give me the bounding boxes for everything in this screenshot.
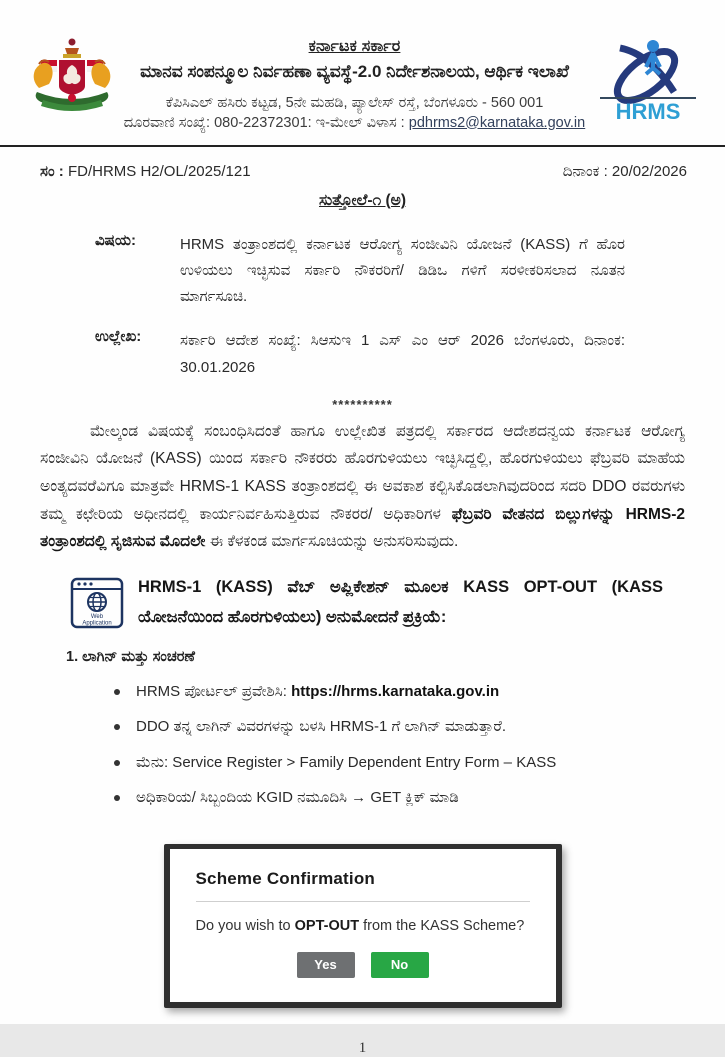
contact-prefix: ದೂರವಾಣಿ ಸಂಖ್ಯೆ: 080-22372301: ಇ-ಮೇಲ್ ವಿಳಾಸ : [123, 114, 409, 131]
hrms-logo [589, 36, 707, 128]
no-button[interactable]: No [371, 952, 429, 978]
government-title: ಕರ್ನಾಟಕ ಸರ್ಕಾರ [308, 38, 401, 55]
dialog-question [196, 918, 530, 934]
question-start: Do you wish to [195, 917, 295, 934]
yes-button[interactable]: Yes [297, 952, 355, 978]
scheme-confirmation-dialog [170, 849, 556, 1002]
section-heading-block [70, 572, 663, 635]
body-paragraph-end: ಈ ಕೆಳಕಂಡ ಮಾರ್ಗಸೂಚಿಯನ್ನು ಅನುಸರಿಸುವುದು. [205, 533, 459, 551]
subject-label: ವಿಷಯ: [95, 231, 136, 249]
subject-block [95, 232, 625, 311]
bullet-text: HRMS ಪೋರ್ಟಲ್ ಪ್ರವೇಶಿಸಿ: [136, 682, 292, 700]
hrms-logo-svg [596, 36, 700, 128]
body-paragraph-bold: ಫೆಬ್ರವರಿ ವೇತನದ ಬಿಲ್ಲುಗಳನ್ನು HRMS-2 ತಂತ್ರಾಂಶದಲ್ಲಿ ಸೃಜಿಸುವ ಮೊದಲೇ [40, 505, 685, 551]
reference-block [95, 328, 625, 381]
page-number: 1 [358, 1039, 367, 1056]
body-paragraph [40, 418, 685, 556]
web-application-icon [70, 576, 124, 635]
bullet-text: ಅಧಿಕಾರಿಯ/ ಸಿಬ್ಬಂದಿಯ KGID ನಮೂದಿಸಿ → GET ಕ್ಲಿಕ್ ಮಾಡಿ [136, 789, 459, 807]
reference-number [40, 163, 251, 180]
reference-value: FD/HRMS H2/OL/2025/121 [67, 162, 251, 180]
body-paragraph-start: ಮೇಲ್ಕಂಡ ವಿಷಯಕ್ಕೆ ಸಂಬಂಧಿಸಿದಂತೆ ಹಾಗೂ ಉಲ್ಲೇಖಿತ ಪತ್ರದಲ್ಲಿ ಸರ್ಕಾರದ ಆದೇಶದನ್ವಯ ಕರ್ನಾಟಕ ಆರೋಗ್ಯ ಸಂಜೀವಿನಿ ಯೋಜನೆ (KASS) ಯಿಂದ ಸರ್ಕಾರಿ ನೌಕರರು ಹೊರಗುಳಿಯಲು ಇಚ್ಛಿಸಿದ್ದಲ್ಲಿ, ಹೊರಗುಳಿಯಲು ಫೆಬ್ರವರಿ ಮಾಹೆಯ ಅಂತ್ಯದವರೆವಿಗೂ ಮಾತ್ರವೇ HRMS-1 KASS ತಂತ್ರಾಂಶದಲ್ಲಿ ಈ ಅವಕಾಶ ಕಲ್ಪಿಸಿಕೊಡಲಾಗಿವುದರಿಂದ ಸದರಿ DDO ರವರುಗಳು ತಮ್ಮ ಕಛೇರಿಯ ಅಧೀನದಲ್ಲಿ ಕಾರ್ಯನಿರ್ವಹಿಸುತ್ತಿರುವ ನೌಕರರ/ ಅಧಿಕಾರಿಗಳ [40, 422, 685, 523]
list-item [112, 681, 665, 704]
bullet-text: ಮೆನು: Service Register > Family Dependent Entry Form – KASS [136, 753, 557, 771]
reference-row [0, 147, 725, 180]
department-title: ಮಾನವ ಸಂಪನ್ಮೂಲ ನಿರ್ವಹಣಾ ವ್ಯವಸ್ಥೆ-2.0 ನಿರ್ದೇಶನಾಲಯ, ಆರ್ಥಿಕ ಇಲಾಖೆ [140, 62, 569, 81]
letterhead [0, 0, 725, 131]
web-icon-label-line1: Web [90, 613, 104, 620]
list-item [112, 716, 665, 739]
bullet-text: DDO ತನ್ನ ಲಾಗಿನ್ ವಿವರಗಳನ್ನು ಬಳಸಿ HRMS-1 ಗೆ ಲಾಗಿನ್ ಮಾಡುತ್ತಾರೆ. [136, 718, 507, 736]
list-item [112, 752, 665, 775]
dialog-title: Scheme Confirmation [195, 868, 375, 888]
portal-url[interactable]: https://hrms.karnataka.gov.in [291, 682, 500, 700]
reference-block-label: ಉಲ್ಲೇಖ: [95, 328, 142, 346]
question-end: from the KASS Scheme? [359, 917, 525, 934]
section-heading: HRMS-1 (KASS) ವೆಬ್ ಅಪ್ಲಿಕೇಶನ್ ಮೂಲಕ KASS OPT-OUT (KASS ಯೋಜನೆಯಿಂದ ಹೊರಗುಳಿಯಲು) ಅನುಮೋದನೆ ಪ್ರಕ್ರಿಯೆ: [138, 577, 663, 627]
hrms-logo-text: HRMS [615, 99, 681, 124]
reference-block-text: ಸರ್ಕಾರಿ ಆದೇಶ ಸಂಖ್ಯೆ: ಸಿಆಸುಇ 1 ಎಸ್ ಎಂ ಆರ್ 2026 ಬೆಂಗಳೂರು, ದಿನಾಂಕ: 30.01.2026 [180, 332, 625, 376]
date-label: ದಿನಾಂಕ : [562, 162, 608, 180]
dialog-divider [196, 901, 530, 902]
karnataka-emblem-icon [24, 36, 120, 118]
document-date [563, 163, 687, 180]
circular-title: ಸುತ್ತೋಲೆ-೧ (ಅ) [318, 191, 406, 209]
separator-stars: ********** [332, 396, 393, 412]
office-address: ಕೆಪಿಸಿಎಲ್ ಹಸಿರು ಕಟ್ಟಡ, 5ನೇ ಮಹಡಿ, ಪ್ಯಾಲೇಸ್ ರಸ್ತೆ, ಬೆಂಗಳೂರು - 560 001 [165, 94, 544, 111]
subject-text: HRMS ತಂತ್ರಾಂಶದಲ್ಲಿ ಕರ್ನಾಟಕ ಆರೋಗ್ಯ ಸಂಜೀವಿನಿ ಯೋಜನೆ (KASS) ಗೆ ಹೊರ ಉಳಿಯಲು ಇಚ್ಛಿಸುವ ಸರ್ಕಾರಿ ನೌಕರರಿಗೆ/ ಡಿಡಿಒ ಗಳಿಗೆ ಸರಳೀಕರಿಸಲಾದ ನೂತನ ಮಾರ್ಗಸೂಚಿ. [180, 235, 625, 306]
karnataka-emblem-svg [29, 36, 115, 118]
web-icon-label-line2: Application [82, 620, 112, 627]
date-value: 20/02/2026 [611, 162, 687, 180]
step-title: 1. ಲಾಗಿನ್ ಮತ್ತು ಸಂಚರಣೆ [66, 648, 195, 665]
contact-line [120, 115, 589, 131]
reference-label: ಸಂ : [40, 162, 64, 180]
letterhead-text [120, 36, 589, 131]
email-link[interactable]: pdhrms2@karnataka.gov.in [408, 114, 586, 131]
dialog-screenshot-frame [164, 844, 562, 1008]
instruction-list [112, 681, 665, 810]
dialog-buttons [196, 952, 530, 978]
web-application-icon-svg [70, 576, 124, 630]
question-optout: OPT-OUT [294, 917, 360, 934]
list-item [112, 787, 665, 810]
